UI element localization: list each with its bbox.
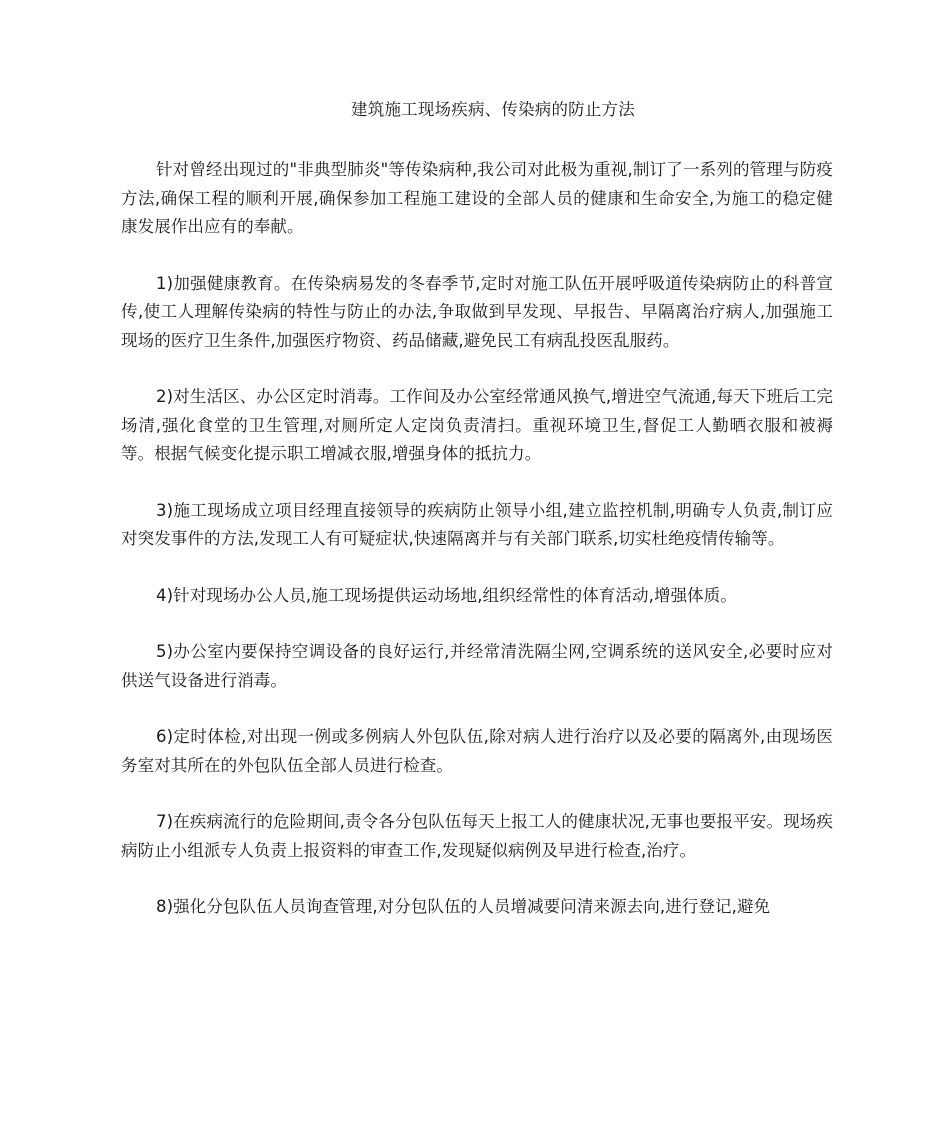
- intro-paragraph: 针对曾经出现过的"非典型肺炎"等传染病种,我公司对此极为重视,制订了一系列的管理与防疫方法,确保工程的顺利开展,确保参加工程施工建设的全部人员的健康和生命安全,为施工的稳定健康发展作出应有的奉献。: [121, 160, 833, 236]
- measure-paragraph-7: 7)在疾病流行的危险期间,责令各分包队伍每天上报工人的健康状况,无事也要报平安。现场疾病防止小组派专人负责上报资料的审查工作,发现疑似病例及早进行检查,治疗。: [121, 812, 833, 860]
- measure-paragraph-1: 1)加强健康教育。在传染病易发的冬春季节,定时对施工队伍开展呼吸道传染病防止的科普宣传,使工人理解传染病的特性与防止的办法,争取做到早发现、早报告、早隔离治疗病人,加强施工现场的医疗卫生条件,加强医疗物资、药品储藏,避免民工有病乱投医乱服药。: [121, 273, 833, 350]
- measure-paragraph-4: 4)针对现场办公人员,施工现场提供运动场地,组织经常性的体育活动,增强体质。: [156, 585, 737, 605]
- measure-paragraph-6: 6)定时体检,对出现一例或多例病人外包队伍,除对病人进行治疗以及必要的隔离外,由现场医务室对其所在的外包队伍全部人员进行检查。: [121, 727, 833, 775]
- document-body: [121, 156, 833, 950]
- measure-paragraph-8: 8)强化分包队伍人员询查管理,对分包队伍的人员增减要问清来源去向,进行登记,避免: [156, 897, 771, 916]
- measure-paragraph-2: 2)对生活区、办公区定时消毒。工作间及办公室经常通风换气,增进空气流通,每天下班后工完场清,强化食堂的卫生管理,对厕所定人定岗负责清扫。重视环境卫生,督促工人勤晒衣服和被褥等。根据气候变化提示职工增减衣服,增强身体的抵抗力。: [121, 387, 833, 463]
- measure-paragraph-5: 5)办公室内要保持空调设备的良好运行,并经常清洗隔尘网,空调系统的送风安全,必要时应对供送气设备进行消毒。: [121, 642, 833, 690]
- measure-paragraph-3: 3)施工现场成立项目经理直接领导的疾病防止领导小组,建立监控机制,明确专人负责,制订应对突发事件的方法,发现工人有可疑症状,快速隔离并与有关部门联系,切实杜绝疫情传输等。: [121, 500, 833, 548]
- document-title: 建筑施工现场疾病、传染病的防止方法: [351, 100, 635, 119]
